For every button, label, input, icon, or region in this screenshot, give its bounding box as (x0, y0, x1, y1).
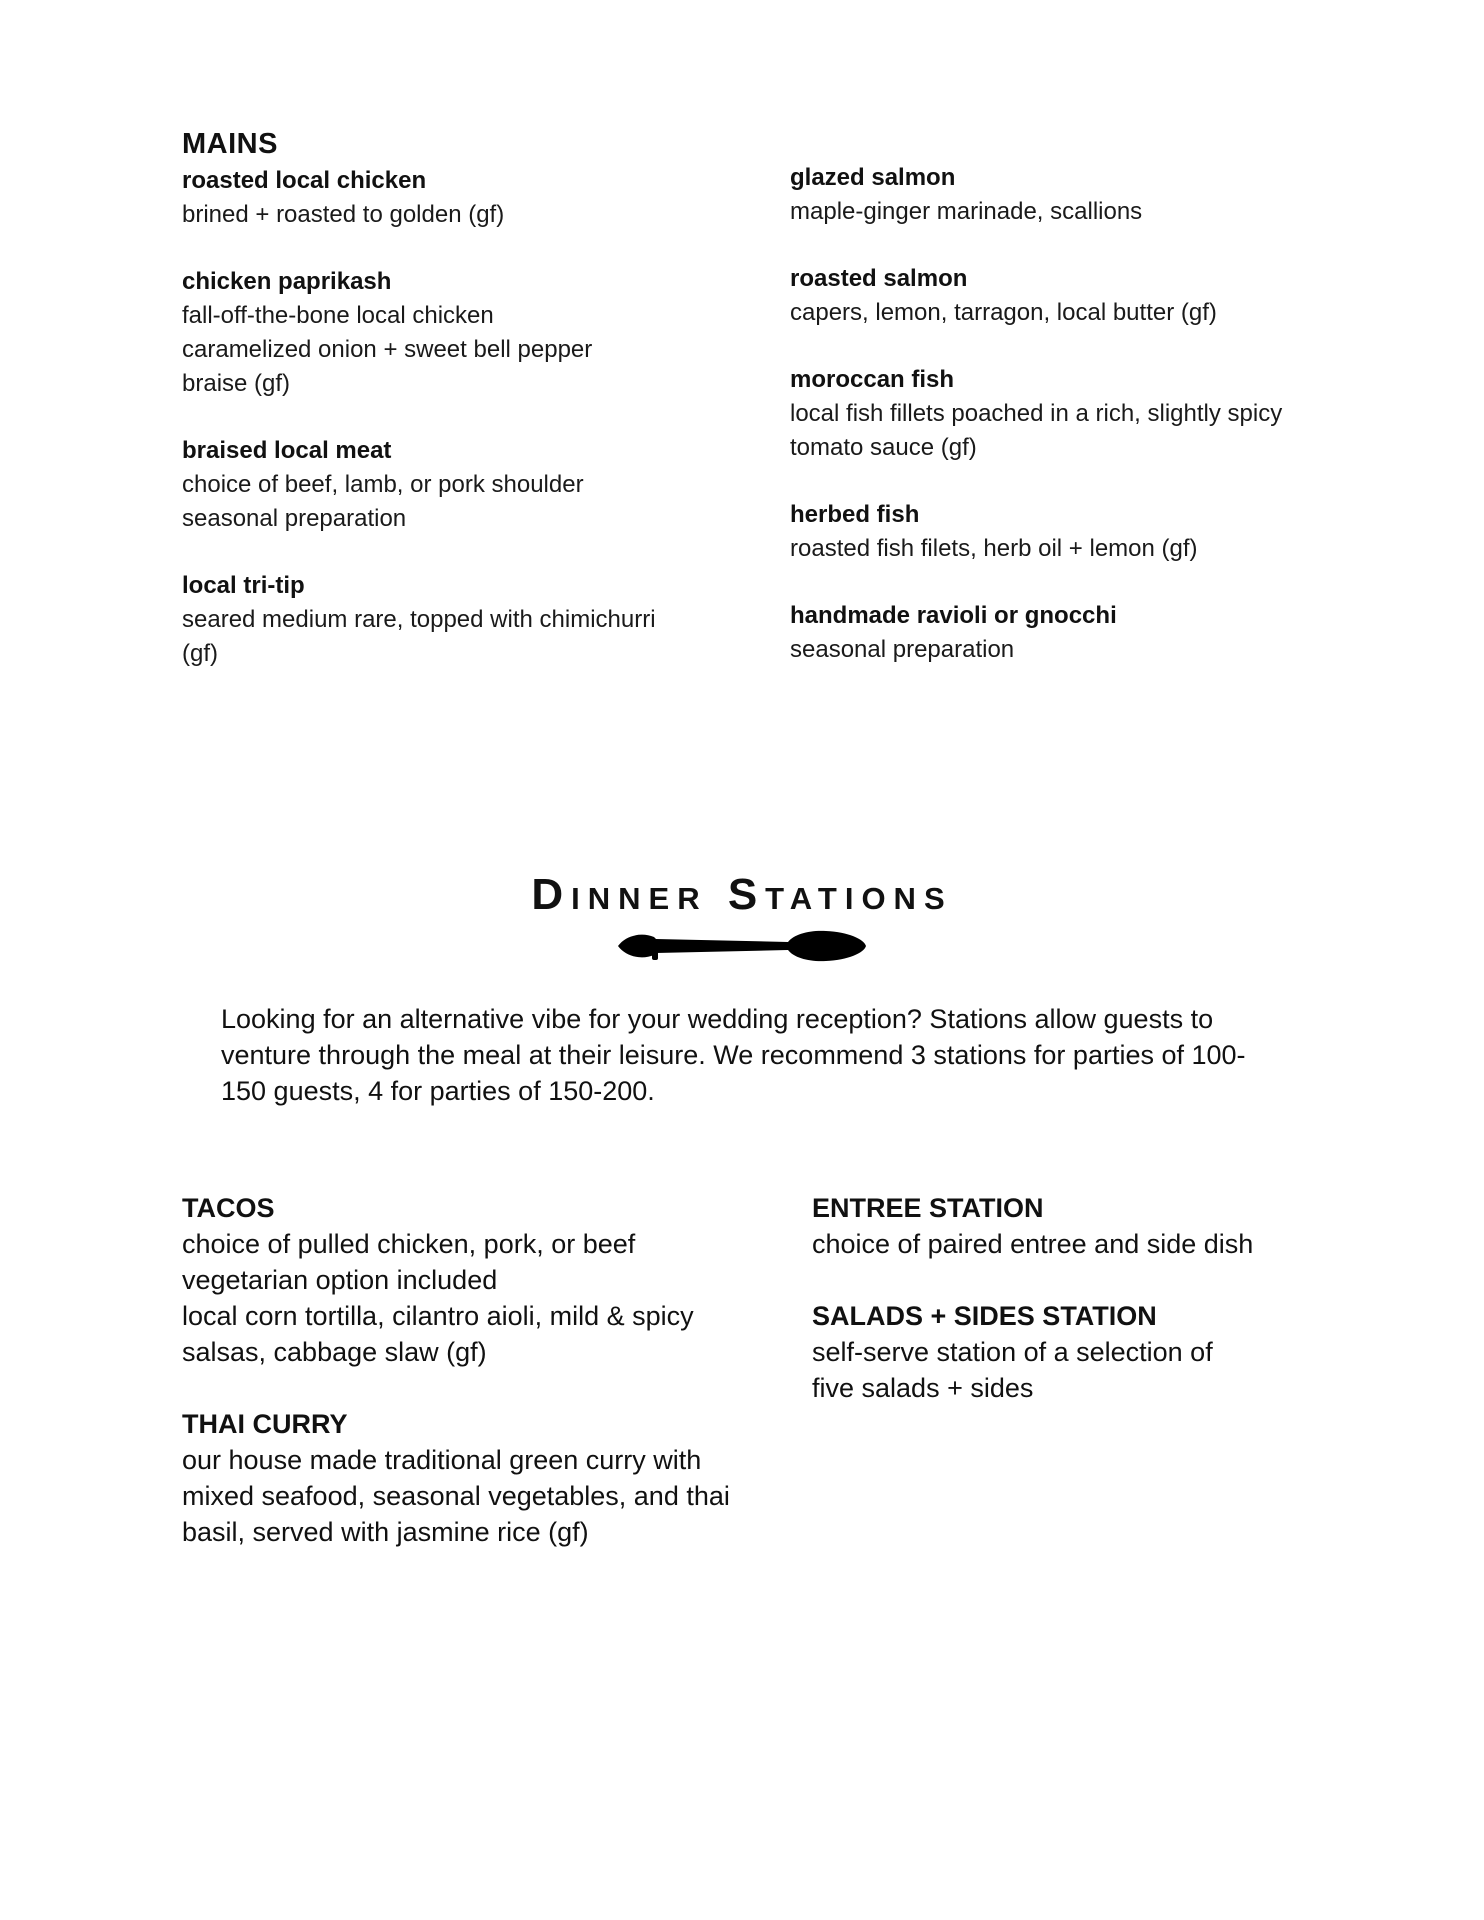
dish-description: capers, lemon, tarragon, local butter (gf) (790, 299, 1217, 326)
station-name: THAI CURRY (182, 1409, 348, 1439)
dish-item (182, 164, 702, 232)
dish-name: handmade ravioli or gnocchi (790, 602, 1117, 629)
station-item (812, 1190, 1372, 1262)
dish-name: chicken paprikash (182, 268, 392, 295)
station-item (182, 1190, 762, 1370)
dish-name: roasted salmon (790, 265, 968, 292)
dish-item (790, 599, 1350, 667)
station-item (812, 1298, 1372, 1406)
dish-description: local fish fillets poached in a rich, slightly spicy tomato sauce (gf) (790, 400, 1283, 461)
spoon-icon (612, 920, 872, 972)
dish-description: brined + roasted to golden (gf) (182, 201, 505, 228)
dish-item (790, 262, 1350, 330)
station-description: self-serve station of a selection of five salads + sides (812, 1337, 1213, 1403)
dish-description: maple-ginger marinade, scallions (790, 198, 1143, 225)
station-name: TACOS (182, 1193, 275, 1223)
stations-right-column (812, 1190, 1372, 1442)
station-name: SALADS + SIDES STATION (812, 1301, 1157, 1331)
dish-description: choice of beef, lamb, or pork shoulder seasonal preparation (182, 471, 584, 532)
dish-item (790, 161, 1350, 229)
station-name: ENTREE STATION (812, 1193, 1044, 1223)
dish-description: seasonal preparation (790, 636, 1015, 663)
dish-item (182, 569, 702, 671)
dish-name: glazed salmon (790, 164, 956, 191)
station-description: choice of paired entree and side dish (812, 1229, 1254, 1259)
station-description: our house made traditional green curry with mixed seafood, seasonal vegetables, and thai basil, served with jasmine rice (gf) (182, 1445, 730, 1547)
dish-item (790, 363, 1350, 465)
dinner-stations-title: Dinner Stations (531, 870, 953, 920)
dish-name: roasted local chicken (182, 167, 427, 194)
dish-description: fall-off-the-bone local chicken caramelized onion + sweet bell pepper braise (gf) (182, 302, 593, 397)
station-description: choice of pulled chicken, pork, or beef vegetarian option included local corn tortilla, cilantro aioli, mild & spicy salsas, cabbage slaw (gf) (182, 1229, 694, 1367)
dish-item (182, 265, 702, 401)
mains-heading: MAINS (182, 128, 278, 160)
dish-name: moroccan fish (790, 366, 955, 393)
stations-left-column (182, 1190, 762, 1586)
mains-right-column (790, 161, 1350, 700)
mains-left-column (182, 126, 702, 704)
dish-description: seared medium rare, topped with chimichurri (gf) (182, 606, 656, 667)
dish-item (182, 434, 702, 536)
dish-item (790, 498, 1350, 566)
dish-name: braised local meat (182, 437, 392, 464)
dish-name: herbed fish (790, 501, 920, 528)
dish-name: local tri-tip (182, 572, 305, 599)
station-item (182, 1406, 762, 1550)
dish-description: roasted fish filets, herb oil + lemon (gf) (790, 535, 1198, 562)
stations-intro-paragraph: Looking for an alternative vibe for your wedding reception? Stations allow guests to venture through the meal at their leisure. We recommend 3 stations for parties of 100-150 guests, 4 for parties of 150-200. (221, 1004, 1246, 1106)
